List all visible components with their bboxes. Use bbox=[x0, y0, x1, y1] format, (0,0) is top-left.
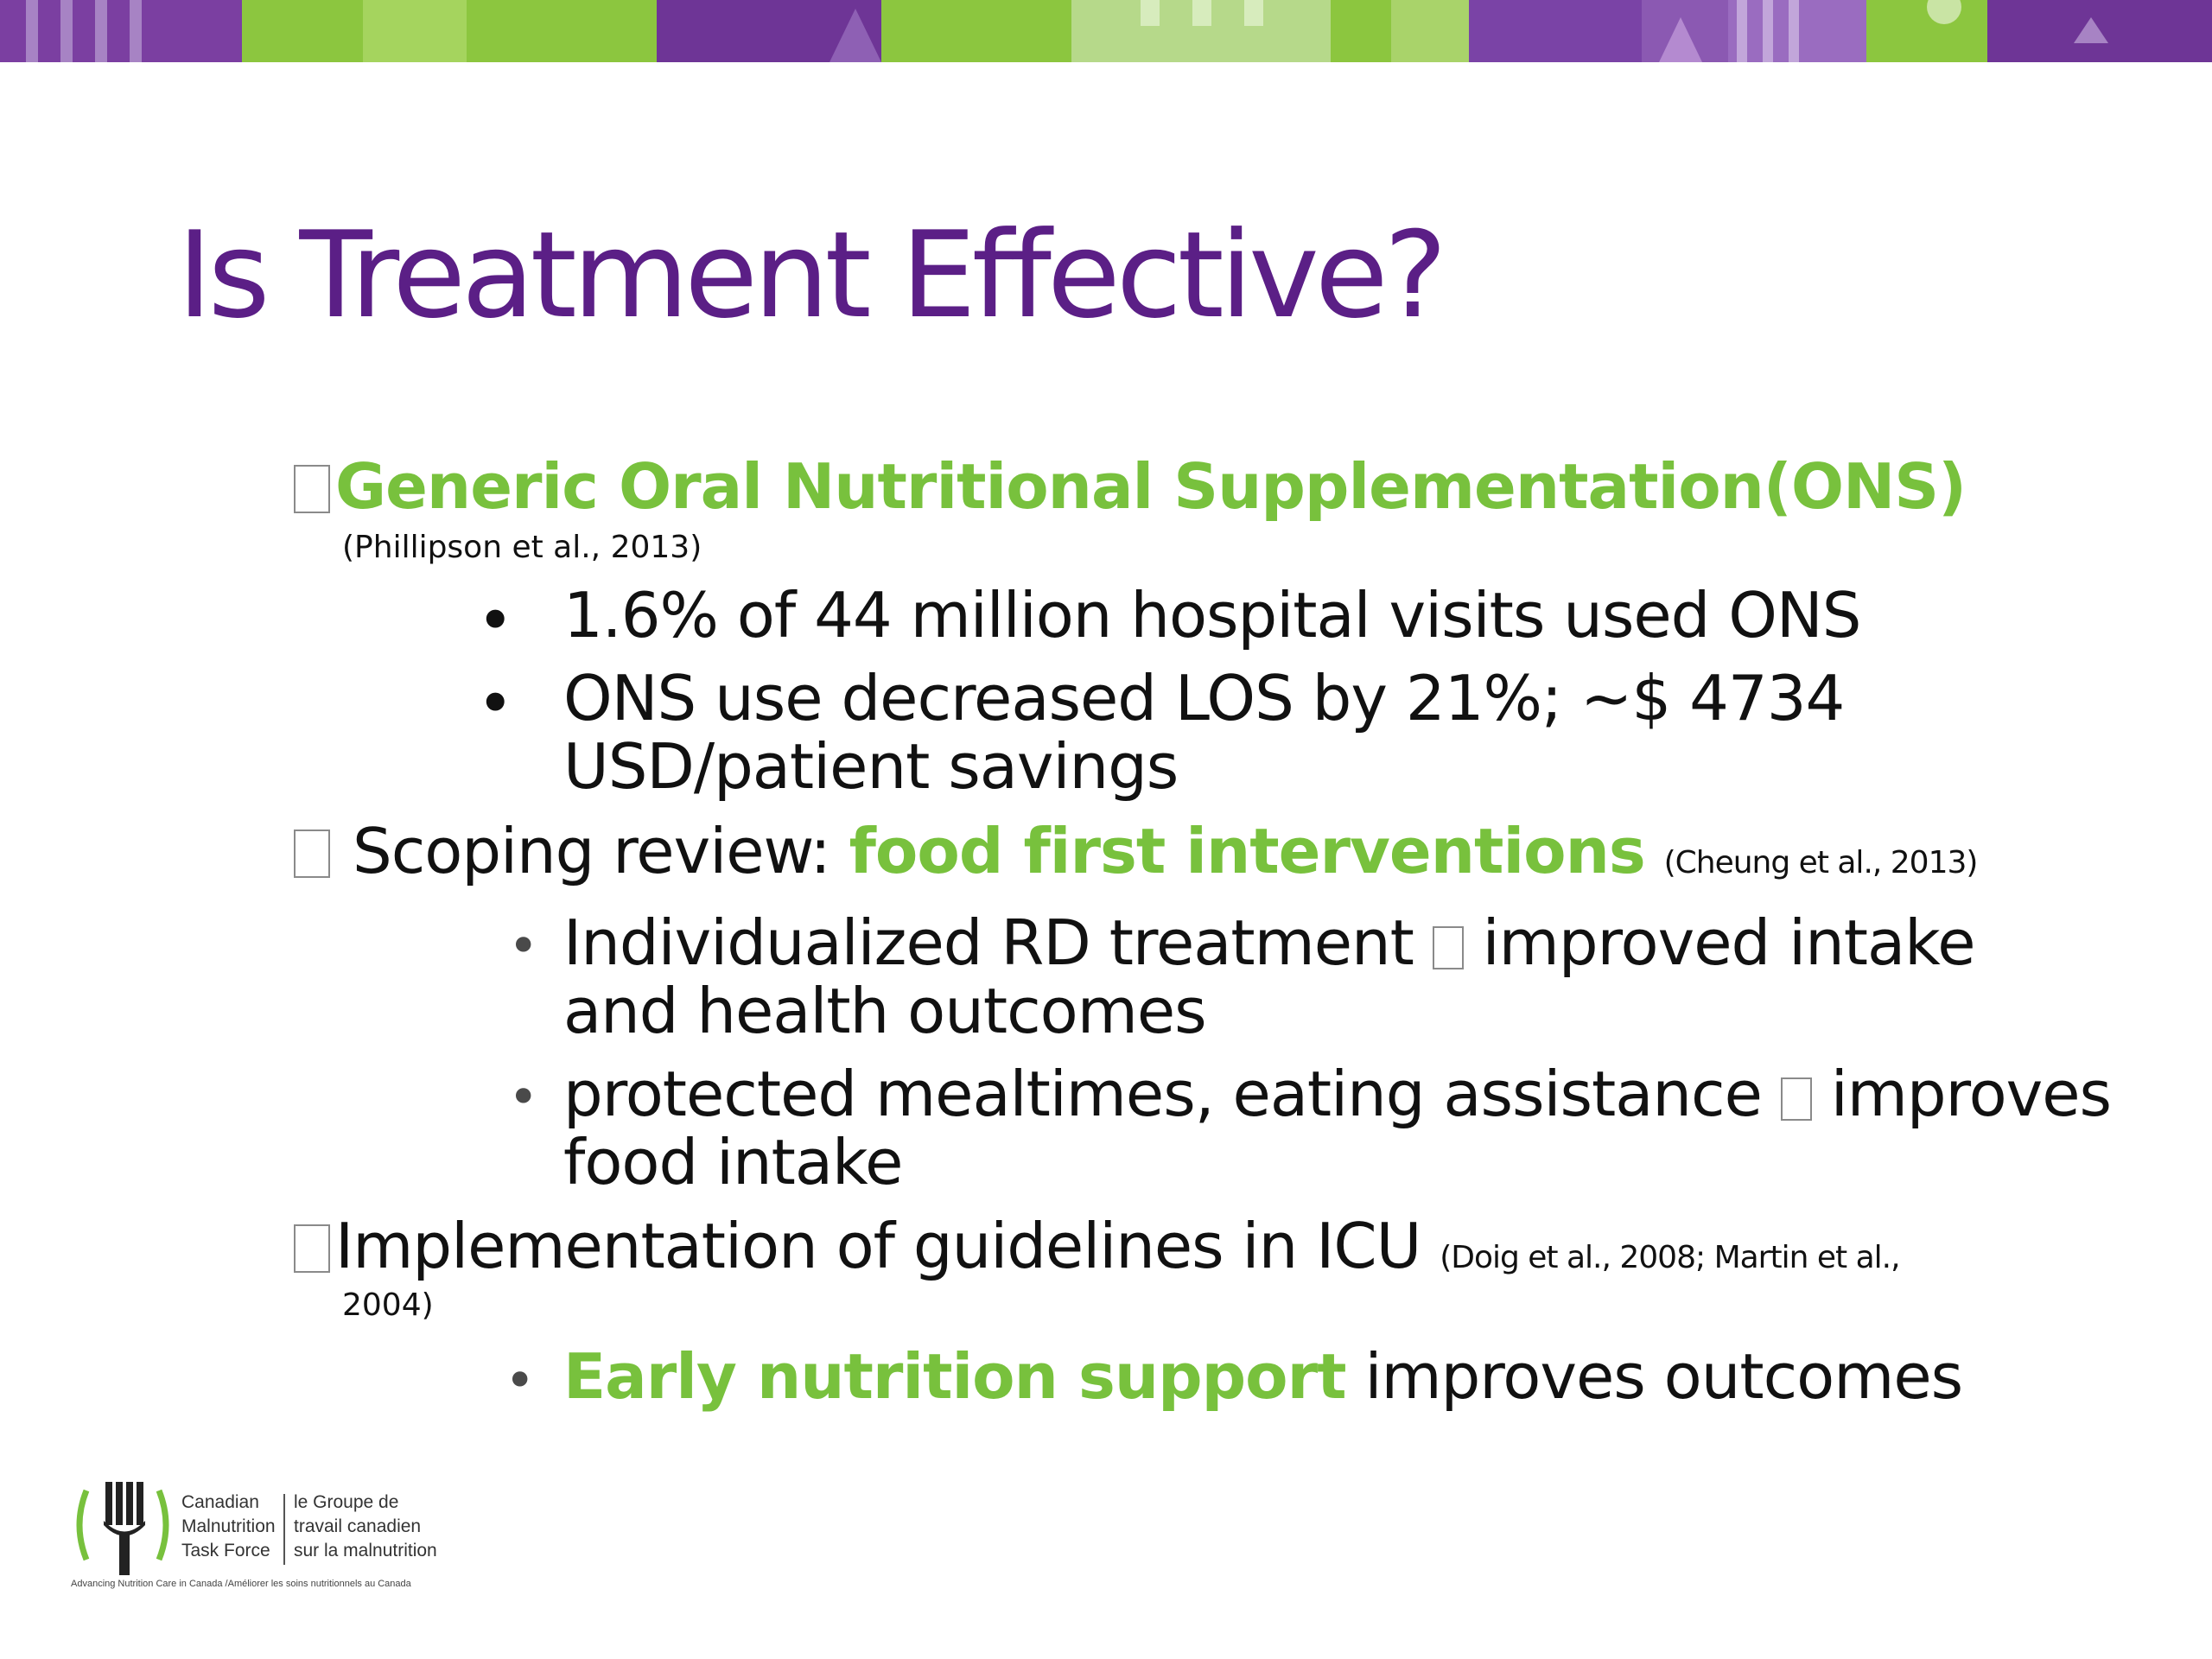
logo-tagline: Advancing Nutrition Care in Canada /Améliorer les soins nutritionnels au Canada bbox=[71, 1579, 411, 1589]
logo-divider bbox=[283, 1494, 285, 1565]
bullet-mealtimes-cont: food intake bbox=[563, 1126, 903, 1198]
bullet-rd-treatment bbox=[563, 907, 1975, 979]
bullet-dot-icon: • bbox=[508, 1067, 538, 1128]
decorative-banner bbox=[0, 0, 2212, 62]
cmtf-logo bbox=[71, 1473, 451, 1594]
scoping-prefix: Scoping review: bbox=[353, 815, 830, 887]
checkbox-square-icon bbox=[294, 830, 330, 878]
section-scoping-heading bbox=[294, 816, 1977, 887]
citation-cheung: (Cheung et al., 2013) bbox=[1663, 845, 1978, 880]
checkbox-square-icon bbox=[294, 1224, 330, 1273]
citation-doig-martin-cont: 2004) bbox=[342, 1287, 434, 1323]
icu-heading-text: Implementation of guidelines in ICU bbox=[335, 1210, 1421, 1282]
logo-text-french: le Groupe de travail canadien sur la malnutrition bbox=[294, 1492, 437, 1560]
slide-title: Is Treatment Effective? bbox=[177, 206, 1443, 345]
mealtimes-result: improves bbox=[1830, 1058, 2112, 1130]
bullet-early-nutrition bbox=[563, 1341, 1962, 1413]
rd-treatment-text: Individualized RD treatment bbox=[563, 906, 1414, 979]
early-nutrition-highlight: Early nutrition support bbox=[563, 1340, 1346, 1413]
bullet-ons-los: ONS use decreased LOS by 21%; ~$ 4734 bbox=[563, 662, 1845, 734]
section-icu-heading bbox=[294, 1211, 1900, 1282]
mealtimes-text: protected mealtimes, eating assistance bbox=[563, 1058, 1762, 1130]
ons-heading-text: Generic Oral Nutritional Supplementation(ONS) bbox=[335, 450, 1967, 523]
bullet-dot-icon: • bbox=[508, 916, 538, 976]
checkbox-square-icon bbox=[294, 465, 330, 513]
bullet-dot-icon: • bbox=[477, 584, 513, 657]
bullet-ons-los-cont: USD/patient savings bbox=[563, 730, 1179, 803]
scoping-highlight: food first interventions bbox=[849, 815, 1645, 887]
fork-logo-icon bbox=[71, 1473, 175, 1577]
bullet-mealtimes bbox=[563, 1058, 2111, 1130]
citation-doig-martin: (Doig et al., 2008; Martin et al., bbox=[1440, 1240, 1900, 1275]
early-nutrition-rest: improves outcomes bbox=[1364, 1340, 1963, 1413]
section-ons-heading bbox=[294, 451, 1966, 523]
bullet-dot-icon: • bbox=[477, 667, 513, 740]
bullet-dot-icon: • bbox=[505, 1351, 535, 1411]
bullet-ons-usage: 1.6% of 44 million hospital visits used ONS bbox=[563, 579, 1861, 652]
rd-treatment-result: improved intake bbox=[1482, 906, 1975, 979]
bullet-rd-treatment-cont: and health outcomes bbox=[563, 975, 1206, 1047]
arrow-placeholder-icon bbox=[1433, 926, 1464, 969]
logo-text-english: Canadian Malnutrition Task Force bbox=[181, 1492, 276, 1560]
arrow-placeholder-icon bbox=[1781, 1077, 1812, 1121]
citation-phillipson: (Phillipson et al., 2013) bbox=[342, 530, 702, 565]
